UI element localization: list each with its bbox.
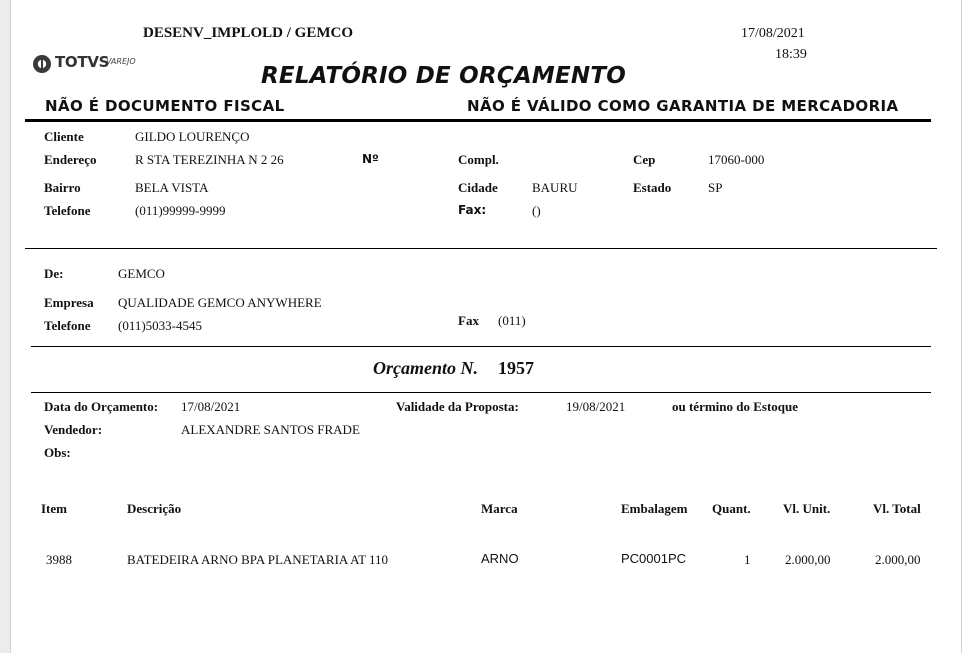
estado-value: SP [708,180,723,195]
report-date: 17/08/2021 [741,26,805,41]
estado-label: Estado [633,180,672,195]
empresa-value: QUALIDADE GEMCO ANYWHERE [118,295,322,310]
sender-fax-value: (011) [498,313,526,328]
de-label: De: [44,266,64,281]
validade-value: 19/08/2021 [566,399,626,414]
cell-descricao: BATEDEIRA ARNO BPA PLANETARIA AT 110 [127,552,389,567]
sender-divider [31,346,931,347]
cell-quant: 1 [744,552,751,567]
cell-marca: ARNO [481,551,519,566]
logo-text: TOTVS [55,53,110,71]
cell-vl-unit: 2.000,00 [785,552,831,567]
de-value: GEMCO [118,266,165,281]
orcamento-label: Orçamento N. [373,358,478,378]
endereco-label: Endereço [44,152,97,167]
validade-label: Validade da Proposta: [396,399,519,414]
empresa-label: Empresa [44,295,94,310]
vendedor-label: Vendedor: [44,422,103,437]
header-divider [25,119,931,122]
col-header-vl-unit: Vl. Unit. [783,501,831,516]
cell-item: 3988 [46,552,72,567]
estoque-note: ou término do Estoque [672,399,799,414]
totvs-logo-icon [32,54,52,74]
quote-divider [31,392,931,393]
sender-fax-label: Fax [458,313,479,328]
col-header-vl-total: Vl. Total [873,501,921,516]
logo-sub: VAREJO [106,57,136,66]
notice-no-warranty: NÃO É VÁLIDO COMO GARANTIA DE MERCADORIA [467,97,899,115]
compl-label: Compl. [458,152,499,167]
cidade-label: Cidade [458,180,498,195]
col-header-marca: Marca [481,501,518,516]
report-page [10,0,962,653]
sender-telefone-value: (011)5033-4545 [118,318,203,333]
client-divider [25,248,937,249]
system-name: DESENV_IMPLOLD / GEMCO [143,25,354,41]
bairro-value: BELA VISTA [135,180,209,195]
cliente-value: GILDO LOURENÇO [135,129,250,144]
cidade-value: BAURU [532,180,578,195]
notice-not-fiscal: NÃO É DOCUMENTO FISCAL [45,97,285,115]
cell-embalagem: PC0001PC [621,551,687,566]
col-header-item: Item [41,501,67,516]
obs-label: Obs: [44,445,71,460]
bairro-label: Bairro [44,180,81,195]
vendedor-value: ALEXANDRE SANTOS FRADE [181,422,360,437]
col-header-embalagem: Embalagem [621,501,688,516]
cliente-label: Cliente [44,129,84,144]
report-title: RELATÓRIO DE ORÇAMENTO [261,63,626,89]
cep-label: Cep [633,152,656,167]
fax-label: Fax: [458,203,487,217]
orcamento-number: 1957 [498,358,534,378]
fax-value: () [532,203,541,218]
data-orcamento-value: 17/08/2021 [181,399,241,414]
cep-value: 17060-000 [708,152,765,167]
sender-telefone-label: Telefone [44,318,91,333]
telefone-value: (011)99999-9999 [135,203,226,218]
report-time: 18:39 [775,47,807,62]
data-orcamento-label: Data do Orçamento: [44,399,159,414]
telefone-label: Telefone [44,203,91,218]
endereco-value: R STA TEREZINHA N 2 26 [135,152,284,167]
numero-label: Nº [362,152,379,166]
cell-vl-total: 2.000,00 [875,552,921,567]
col-header-quant: Quant. [712,501,751,516]
col-header-descricao: Descrição [127,501,182,516]
